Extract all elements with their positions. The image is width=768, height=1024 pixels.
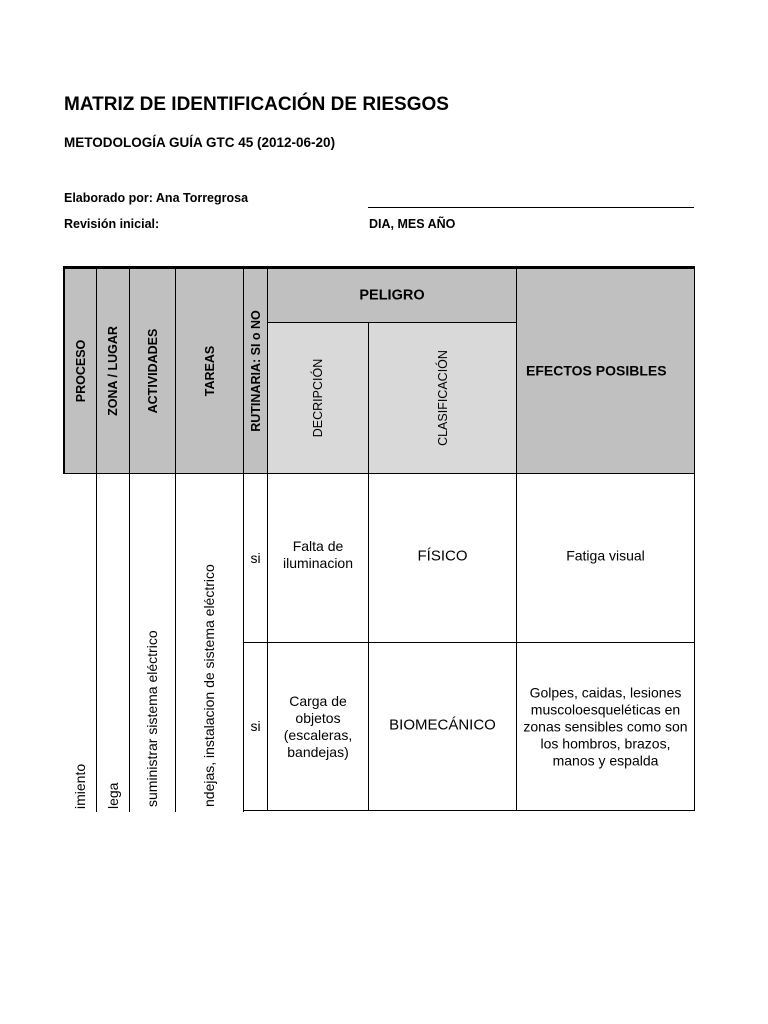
row2-clasificacion-text: BIOMECÁNICO	[389, 716, 496, 734]
merged-proceso	[63, 473, 97, 812]
row2-descripcion	[267, 642, 369, 811]
row2-clasificacion	[368, 642, 517, 811]
row1-efectos	[516, 473, 695, 643]
header-tareas-label: TAREAS	[202, 345, 217, 397]
header-descripcion	[267, 322, 369, 474]
revision-inicial-label: Revisión inicial:	[64, 217, 160, 231]
row2-rutinaria	[243, 642, 268, 811]
header-actividades-label: ACTIVIDADES	[145, 328, 160, 414]
header-proceso	[63, 268, 97, 474]
merged-zona-lugar	[96, 473, 130, 812]
header-efectos	[516, 268, 695, 474]
document-subtitle: METODOLOGÍA GUÍA GTC 45 (2012-06-20)	[64, 135, 336, 150]
row1-rutinaria	[243, 473, 268, 643]
merged-actividades-text: suministrar sistema eléctrico	[144, 630, 160, 807]
header-peligro-label: PELIGRO	[359, 287, 425, 303]
row1-clasificacion-text: FÍSICO	[417, 547, 468, 565]
row2-efectos	[516, 642, 695, 811]
header-clasificacion	[368, 322, 517, 474]
row2-rutinaria-text: si	[250, 718, 261, 734]
row2-efectos-text: Golpes, caidas, lesiones muscoloesqueléticas en zonas sensibles como son los hombros, brazos, manos y espalda	[523, 684, 688, 768]
header-proceso-label: PROCESO	[73, 339, 88, 403]
merged-tareas-text: ndejas, instalacion de sistema eléctrico	[201, 564, 217, 807]
row1-rutinaria-text: si	[250, 550, 261, 566]
merged-zona-lugar-text: lega	[105, 782, 121, 809]
row1-efectos-text: Fatiga visual	[566, 547, 645, 564]
header-rutinaria-label: RUTINARIA: SI o NO	[248, 310, 263, 432]
merged-proceso-text: imiento	[72, 763, 88, 809]
row1-clasificacion	[368, 473, 517, 643]
document-title: MATRIZ DE IDENTIFICACIÓN DE RIESGOS	[64, 94, 449, 115]
merged-tareas	[175, 473, 244, 812]
header-tareas	[175, 268, 244, 474]
header-efectos-label: EFECTOS POSIBLES	[526, 362, 667, 379]
merged-actividades	[129, 473, 176, 812]
header-peligro	[267, 268, 517, 323]
elaborado-por: Elaborado por: Ana Torregrosa	[64, 191, 249, 205]
header-zona-lugar	[96, 268, 130, 474]
row1-descripcion-text: Falta de iluminacion	[282, 537, 354, 571]
header-rutinaria	[243, 268, 268, 474]
header-actividades	[129, 268, 176, 474]
header-descripcion-label: DECRIPCIÓN	[311, 358, 325, 438]
header-zona-lugar-label: ZONA / LUGAR	[106, 326, 120, 416]
revision-date: DIA, MES AÑO	[369, 217, 456, 231]
row1-descripcion	[267, 473, 369, 643]
row2-descripcion-text: Carga de objetos (escaleras, bandejas)	[283, 692, 353, 760]
header-clasificacion-label: CLASIFICACIÓN	[435, 350, 450, 446]
